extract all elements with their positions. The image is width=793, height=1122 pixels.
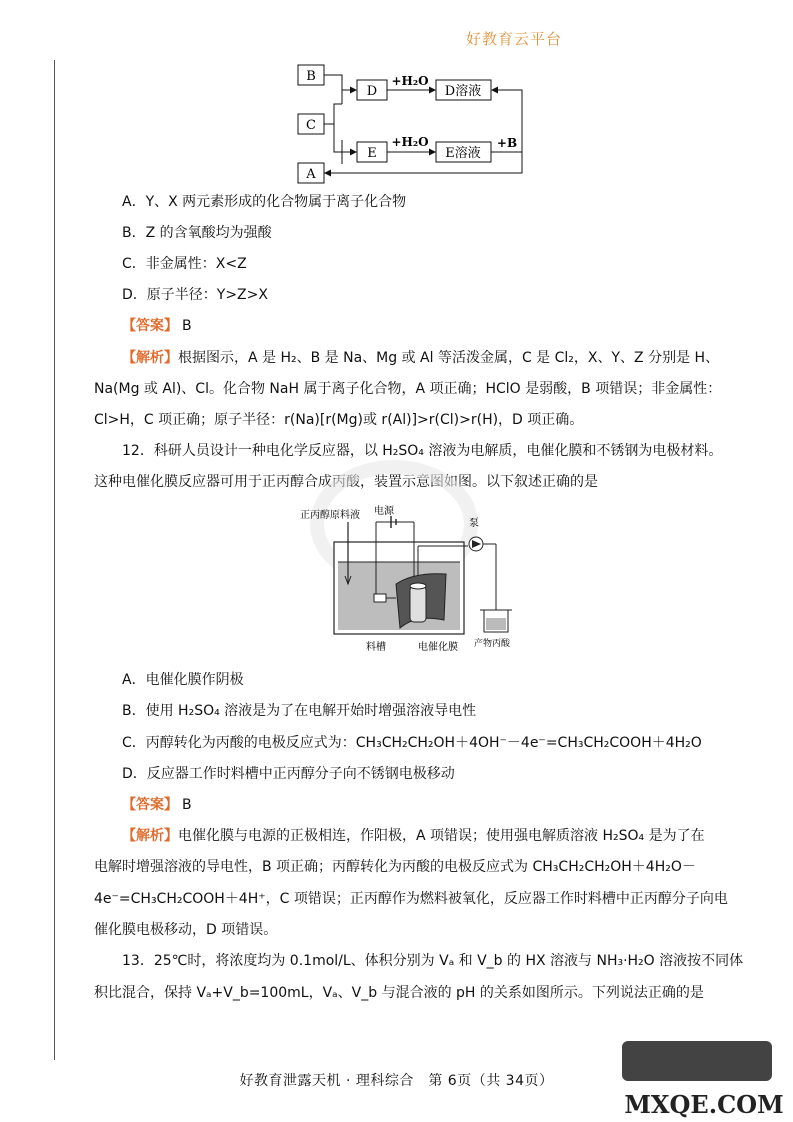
header-brand: 好教育云平台 <box>466 30 563 48</box>
q12-option-a: A．电催化膜作阴极 <box>122 672 244 688</box>
q12-option-d: D．反应器工作时料槽中正丙醇分子向不锈钢电极移动 <box>122 766 455 782</box>
q13-stem-line-1: 13．25℃时，将浓度均为 0.1mol/L、体积分别为 Vₐ 和 V_b 的 HX 溶液与 NH₃·H₂O 溶液按不同体 <box>122 953 744 969</box>
arrow-label-b: +B <box>496 136 518 150</box>
label-feed: 正丙醇原料液 <box>300 510 360 521</box>
analysis-tag: 【解析】 <box>122 828 178 844</box>
watermark-logo <box>612 1035 792 1122</box>
q12-analysis-line-2: 电解时增强溶液的导电性，B 项正确；丙醇转化为丙酸的电极反应式为 CH₃CH₂CH₂OH＋4H₂O－ <box>94 859 696 875</box>
node-e: E <box>367 146 377 161</box>
q12-answer-row <box>122 795 192 815</box>
arrow-label-h2o-d: +H₂O <box>391 74 429 88</box>
q11-option-a: A．Y、X 两元素形成的化合物属于离子化合物 <box>122 194 407 210</box>
q12-analysis-line-4: 催化膜电极移动，D 项错误。 <box>94 922 278 938</box>
q11-analysis-line-2: Na(Mg 或 Al)、Cl。化合物 NaH 属于离子化合物，A 项正确；HClO 是弱酸，B 项错误；非金属性： <box>94 381 722 397</box>
analysis-text: 电催化膜与电源的正极相连，作阳极，A 项错误；使用强电解质溶液 H₂SO₄ 是为了在 <box>178 828 705 844</box>
q12-analysis-line-3: 4e⁻=CH₃CH₂COOH＋4H⁺，C 项错误；正丙醇作为燃料被氧化，反应器工作时料槽中正丙醇分子向电 <box>94 891 728 907</box>
label-product: 产物丙酸 <box>474 639 511 649</box>
node-e-solution: E溶液 <box>445 146 481 161</box>
label-power: 电源 <box>374 506 394 517</box>
flowchart-diagram <box>290 60 530 185</box>
node-d-solution: D溶液 <box>444 84 482 99</box>
answer-tag: 【答案】 <box>122 797 178 813</box>
label-pump: 泵 <box>469 518 479 529</box>
q11-option-b: B．Z 的含氧酸均为强酸 <box>122 225 272 241</box>
reactor-diagram <box>296 502 536 652</box>
analysis-tag: 【解析】 <box>122 350 178 366</box>
q12-analysis-line-1 <box>122 826 705 846</box>
q11-analysis-line-3: Cl>H，C 项正确；原子半径：r(Na)[r(Mg)或 r(Al)]>r(Cl)>r(H)，D 项正确。 <box>94 412 584 428</box>
node-b: B <box>306 69 316 84</box>
q13-stem-line-2: 积比混合，保持 Vₐ+V_b=100mL，Vₐ、V_b 与混合液的 pH 的关系如图所示。下列说法正确的是 <box>94 985 704 1001</box>
answer-value: B <box>182 318 192 334</box>
q11-analysis-line-1 <box>122 348 719 368</box>
watermark-text: MXQE.COM <box>624 1090 784 1119</box>
node-d: D <box>366 84 378 99</box>
q12-stem-line-2: 这种电催化膜反应器可用于正丙醇合成丙酸，装置示意图如图。以下叙述正确的是 <box>94 474 598 490</box>
answer-value: B <box>182 797 192 813</box>
answer-tag: 【答案】 <box>122 318 178 334</box>
q12-option-b: B．使用 H₂SO₄ 溶液是为了在电解开始时增强溶液导电性 <box>122 703 477 719</box>
label-membrane: 电催化膜 <box>418 642 458 652</box>
page-footer: 好教育泄露天机 · 理科综合 第 6页（共 34页） <box>239 1073 554 1089</box>
q11-option-c: C．非金属性：X<Z <box>122 256 247 272</box>
node-c: C <box>306 118 316 133</box>
analysis-text: 根据图示，A 是 H₂、B 是 Na、Mg 或 Al 等活泼金属，C 是 Cl₂，X、Y、Z 分别是 H、 <box>178 350 720 366</box>
q12-option-c: C．丙醇转化为丙酸的电极反应式为：CH₃CH₂CH₂OH＋4OH⁻－4e⁻=CH₃CH₂COOH＋4H₂O <box>122 735 702 751</box>
node-a: A <box>306 167 316 182</box>
q12-stem-line-1: 12．科研人员设计一种电化学反应器，以 H₂SO₄ 溶液为电解质，电催化膜和不锈钢为电极材料。 <box>122 443 723 459</box>
margin-line <box>54 60 55 1060</box>
q11-option-d: D．原子半径：Y>Z>X <box>122 287 268 303</box>
arrow-label-h2o-e: +H₂O <box>391 135 429 149</box>
q11-answer-row <box>122 316 192 336</box>
label-tank: 料槽 <box>366 642 386 652</box>
